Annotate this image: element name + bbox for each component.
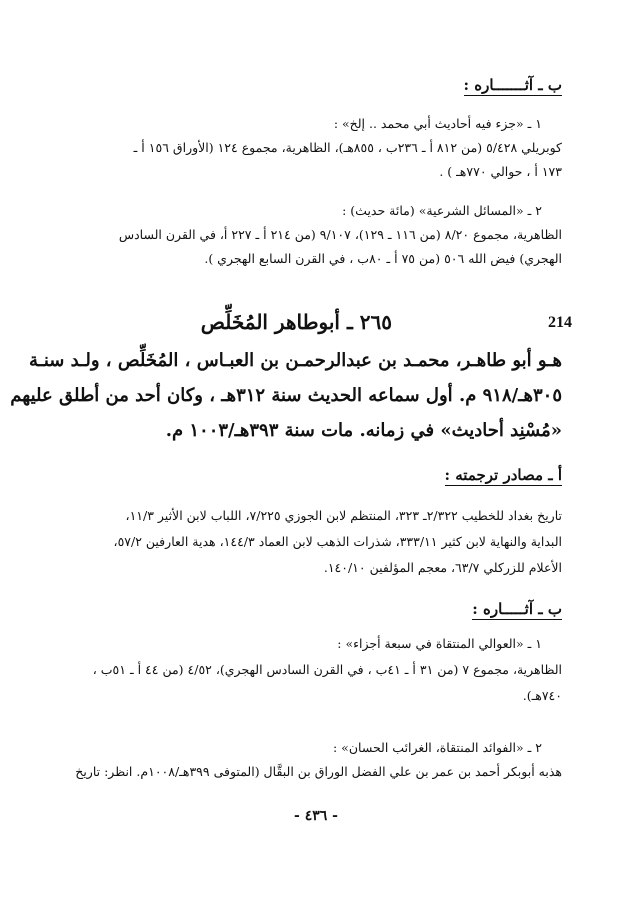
heading-text: ب ـ آثـــــاره : (472, 600, 562, 618)
work-item-detail: ٧٤٠هـ). (522, 688, 562, 703)
work-item-title: ١ ـ «العوالي المنتقاة في سبعة أجزاء» : (337, 636, 542, 651)
work-item-detail: الظاهرية، مجموع ٧ (من ٣١ أ ـ ٤١ب ، في القرن السادس الهجري)، ٤/٥٢ (من ٤٤ أ ـ ٥١ب ، (92, 662, 562, 677)
biography-line: هـو أبو طاهـر، محمـد بن عبدالرحمـن بن العبـاس ، المُخَلِّص ، ولـد سنـة (28, 350, 562, 371)
heading-text: ب ـ آثـــــــاره : (463, 76, 562, 94)
margin-entry-number: 214 (548, 314, 572, 331)
biography-line: «مُسْنِد أحاديث» في زمانه. مات سنة ٣٩٣هـ/١٠٠٣ م. (165, 420, 562, 441)
entry-title: ٢٦٥ ـ أبوطاهر المُخَلِّص (200, 310, 392, 334)
heading-text: أ ـ مصادر ترجمته : (444, 466, 562, 484)
source-line: البداية والنهاية لابن كثير ٣٣٣/١١، شذرات الذهب لابن العماد ١٤٤/٣، هدية العارفين ٥٧/٢، (113, 534, 562, 549)
section-heading-works-1 (464, 76, 563, 96)
work-item-detail: ١٧٣ أ ، حوالي ٧٧٠هـ ) . (439, 164, 562, 179)
work-item-detail: الظاهرية، مجموع ٨/٢٠ (من ١١٦ ـ ١٢٩)، ٩/١٠٧ (من ٢١٤ أ ـ ٢٢٧ أ، في القرن السادس (118, 227, 562, 242)
biography-line: ٣٠٥هـ/٩١٨ م. أول سماعه الحديث سنة ٣١٢هـ ، وكان أحد من أطلق عليهم (10, 385, 562, 406)
work-item-title: ١ ـ «جزء فيه أحاديث أبي محمد .. إلخ» : (333, 116, 542, 131)
section-heading-sources (445, 466, 563, 486)
section-heading-works-2 (472, 600, 562, 620)
source-line: تاريخ بغداد للخطيب ٢/٣٢٢ـ ٣٢٣، المنتظم لابن الجوزي ٧/٢٢٥، اللباب لابن الأثير ١١/٣، (125, 508, 562, 523)
page-number: - ٤٣٦ - (294, 808, 338, 824)
work-item-detail: كوبريلي ٥/٤٢٨ (من ٨١٢ أ ـ ٢٣٦ب ، ٨٥٥هـ)، الظاهرية، مجموع ١٢٤ (الأوراق ١٥٦ أ ـ (133, 140, 562, 155)
work-item-title: ٢ ـ «المسائل الشرعية» (مائة حديث) : (342, 203, 542, 218)
work-item-title: ٢ ـ «الفوائد المنتقاة، الغرائب الحسان» : (333, 740, 542, 755)
work-item-detail: هذبه أبوبكر أحمد بن عمر بن علي الفضل الوراق بن البقَّال (المتوفى ٣٩٩هـ/١٠٠٨م. انظر: تاريخ (75, 764, 562, 779)
work-item-detail: الهجري) فيض الله ٥٠٦ (من ٧٥ أ ـ ٨٠ب ، في القرن السابع الهجري ). (204, 251, 562, 266)
source-line: الأعلام للزركلي ٦٣/٧، معجم المؤلفين ١٤٠/١٠. (323, 560, 562, 575)
